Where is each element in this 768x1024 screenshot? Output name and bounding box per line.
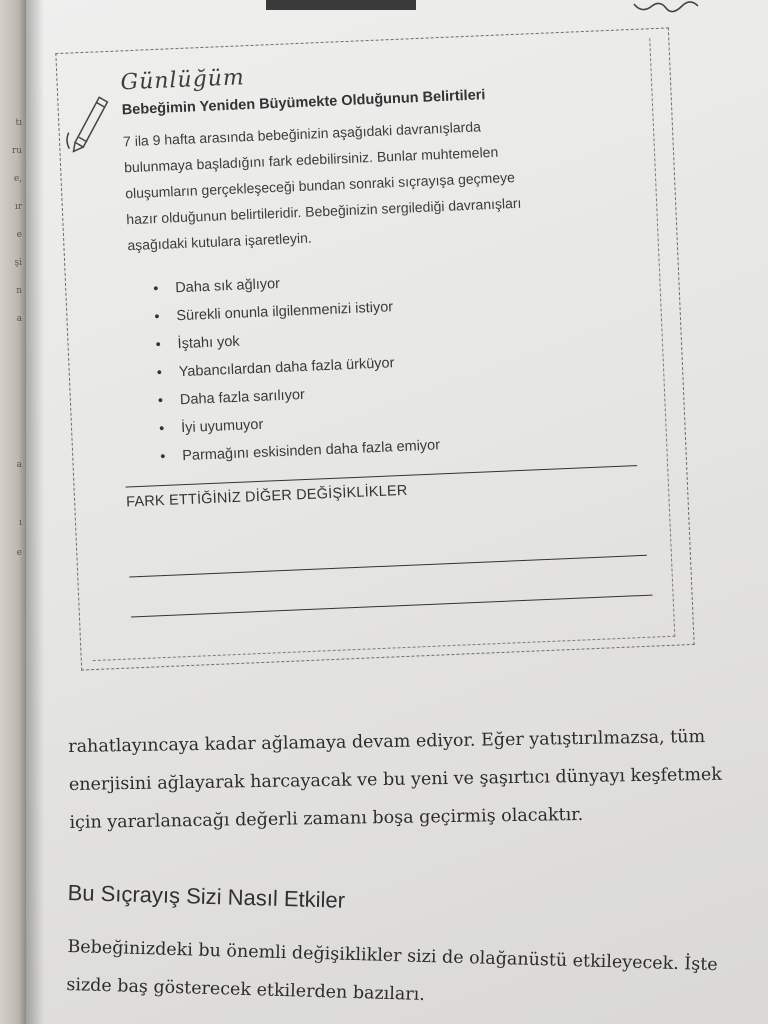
intro-line: oluşumların gerçekleşeceği bundan sonraki sıçrayışa geçmeye	[124, 169, 516, 202]
margin-fragment: ır	[14, 202, 22, 212]
intro-line: 7 ila 9 hafta arasında bebeğinizin aşağıdaki davranışlarda	[122, 118, 482, 150]
diary-box	[55, 27, 694, 670]
paragraph-line: rahatlayıncaya kadar ağlamaya devam ediyor. Eğer yatıştırılmazsa, tüm	[68, 726, 706, 757]
section-title: Bu Sıçrayış Sizi Nasıl Etkiler	[67, 880, 346, 913]
paragraph-line: sizde baş gösterecek etkilerden bazıları.	[66, 974, 426, 1005]
other-changes-label: FARK ETTİĞİNİZ DİĞER DEĞİŞİKLİKLER	[125, 482, 408, 511]
pencil-icon	[61, 89, 116, 153]
chapter-header-tab	[266, 0, 416, 10]
margin-fragment: e	[16, 230, 22, 240]
margin-fragment: ru	[11, 146, 22, 156]
intro-line: hazır olduğunun belirtileridir. Bebeğinizin sergilediği davranışları	[126, 194, 522, 228]
book-page	[26, 0, 768, 1024]
margin-fragment: tı	[15, 118, 22, 128]
adjacent-page-edge	[0, 0, 26, 1024]
behavior-item: • Daha sık ağlıyor	[153, 264, 434, 304]
margin-fragment: n	[16, 286, 22, 296]
behavior-item: • İyi uyumuyor	[159, 403, 440, 443]
box-heading: Bebeğimin Yeniden Büyümekte Olduğunun Belirtileri	[121, 87, 486, 119]
margin-fragment: e	[16, 548, 22, 558]
margin-fragment: ı	[19, 518, 22, 528]
corner-doodle-icon	[632, 0, 702, 20]
behavior-item: • İştahı yok	[155, 319, 436, 359]
margin-fragment: şi	[14, 258, 22, 268]
paragraph-line: için yararlanacağı değerli zamanı boşa geçirmiş olacaktır.	[69, 804, 584, 833]
diary-title: Günlüğüm	[120, 65, 246, 96]
intro-line: bulunmaya başladığını fark edebilirsiniz. Bunlar muhtemelen	[123, 143, 499, 176]
behavior-list	[153, 264, 441, 472]
behavior-item: • Daha fazla sarılıyor	[157, 375, 438, 415]
margin-fragment: a	[16, 314, 22, 324]
section-paragraph	[66, 928, 758, 1023]
behavior-item: • Yabancılardan daha fazla ürküyor	[156, 347, 437, 387]
behavior-item: • Sürekli onunla ilgilenmenizi istiyor	[154, 291, 435, 331]
body-paragraph	[68, 717, 760, 842]
margin-fragment: e,	[13, 174, 22, 184]
margin-fragment: a	[16, 460, 22, 470]
intro-paragraph	[123, 108, 618, 258]
intro-line: aşağıdaki kutulara işaretleyin.	[127, 229, 313, 254]
paragraph-line: enerjisini ağlayarak harcayacak ve bu yeni ve şaşırtıcı dünyayı keşfetmek	[68, 764, 723, 795]
behavior-item: • Parmağını eskisinden daha fazla emiyor	[160, 431, 441, 471]
paragraph-line: Bebeğinizdeki bu önemli değişiklikler sizi de olağanüstü etkileyecek. İşte	[67, 936, 718, 976]
